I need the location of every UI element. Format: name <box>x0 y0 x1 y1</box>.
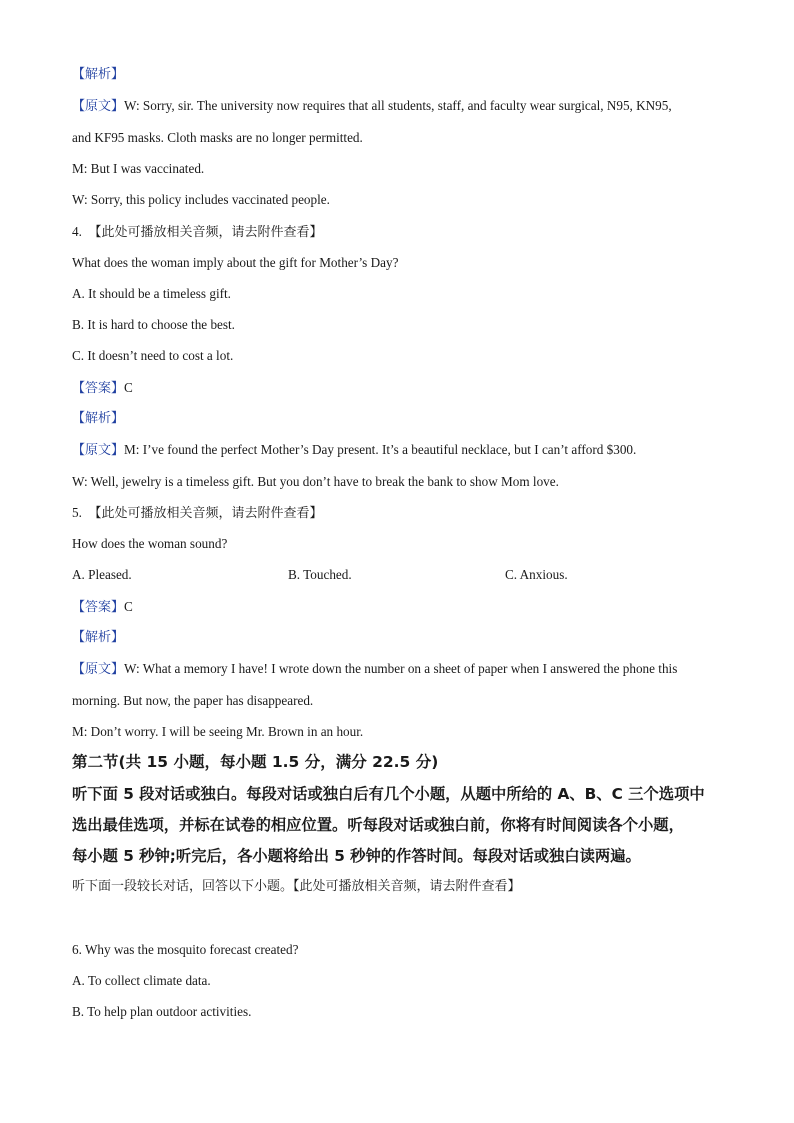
q6-option-a: A. To collect climate data. <box>72 973 211 988</box>
q3-transcript-text-1: W: Sorry, sir. The university now requires that all students, staff, and faculty wear surgical, N95, KN95, <box>124 98 672 113</box>
section-2-instructions-2: 选出最佳选项，并标在试卷的相应位置。听每段对话或独白前，你将有时间阅读各个小题， <box>72 816 684 834</box>
q3-transcript-line-4: W: Sorry, this policy includes vaccinated people. <box>72 192 330 207</box>
q5-answer-tag: 【答案】 <box>72 600 125 615</box>
q5-transcript-line-1 <box>72 660 677 679</box>
q4-question: What does the woman imply about the gift for Mother’s Day? <box>72 255 399 270</box>
q4-transcript-line-2: W: Well, jewelry is a timeless gift. But you don’t have to break the bank to show Mom love. <box>72 474 559 489</box>
q4-option-a: A. It should be a timeless gift. <box>72 286 231 301</box>
q4-audio-note[interactable]: 【此处可播放相关音频，请去附件查看】 <box>88 225 323 240</box>
q6-question: 6. Why was the mosquito forecast created? <box>72 942 299 957</box>
q3-transcript-tag: 【原文】 <box>72 99 125 114</box>
q3-transcript-line-2: and KF95 masks. Cloth masks are no longer permitted. <box>72 130 363 145</box>
q3-transcript-line-1 <box>72 97 672 116</box>
q5-transcript-line-3: M: Don’t worry. I will be seeing Mr. Brown in an hour. <box>72 724 364 739</box>
q4-answer <box>72 379 133 398</box>
q5-analysis-tag: 【解析】 <box>72 630 125 645</box>
q4-answer-tag: 【答案】 <box>72 381 125 396</box>
q5-option-b: B. Touched. <box>288 567 352 582</box>
q5-option-c: C. Anxious. <box>505 567 568 582</box>
section-2-listen-note: 听下面一段较长对话，回答以下小题。【此处可播放相关音频，请去附件查看】 <box>72 879 521 894</box>
q6-option-b: B. To help plan outdoor activities. <box>72 1004 252 1019</box>
q5-answer <box>72 598 133 617</box>
q3-analysis-tag: 【解析】 <box>72 67 125 82</box>
q4-answer-value: C <box>124 380 133 395</box>
q4-analysis-tag: 【解析】 <box>72 411 125 426</box>
q4-option-c: C. It doesn’t need to cost a lot. <box>72 348 234 363</box>
q5-audio-note[interactable]: 【此处可播放相关音频，请去附件查看】 <box>88 506 323 521</box>
q4-transcript-text-1: M: I’ve found the perfect Mother’s Day present. It’s a beautiful necklace, but I can’t afford $300. <box>124 442 637 457</box>
q5-transcript-text-1: W: What a memory I have! I wrote down the number on a sheet of paper when I answered the phone this <box>124 661 678 676</box>
q4-transcript-tag: 【原文】 <box>72 443 125 458</box>
q4-header <box>72 223 323 242</box>
section-2-instructions-3: 每小题 5 秒钟;听完后，各小题将给出 5 秒钟的作答时间。每段对话或独白读两遍。 <box>72 847 641 865</box>
q5-answer-value: C <box>124 599 133 614</box>
q4-transcript-line-1 <box>72 441 636 460</box>
q4-number: 4. <box>72 224 82 239</box>
q5-transcript-line-2: morning. But now, the paper has disappeared. <box>72 693 314 708</box>
section-2-title: 第二节(共 15 小题，每小题 1.5 分，满分 22.5 分) <box>72 753 439 771</box>
q5-header <box>72 504 323 523</box>
section-2-instructions-1: 听下面 5 段对话或独白。每段对话或独白后有几个小题，从题中所给的 A、B、C 三个选项中 <box>72 785 705 803</box>
q5-question: How does the woman sound? <box>72 536 228 551</box>
q4-option-b: B. It is hard to choose the best. <box>72 317 235 332</box>
q5-option-a: A. Pleased. <box>72 567 132 582</box>
q5-transcript-tag: 【原文】 <box>72 662 125 677</box>
q3-transcript-line-3: M: But I was vaccinated. <box>72 161 205 176</box>
q5-number: 5. <box>72 505 82 520</box>
